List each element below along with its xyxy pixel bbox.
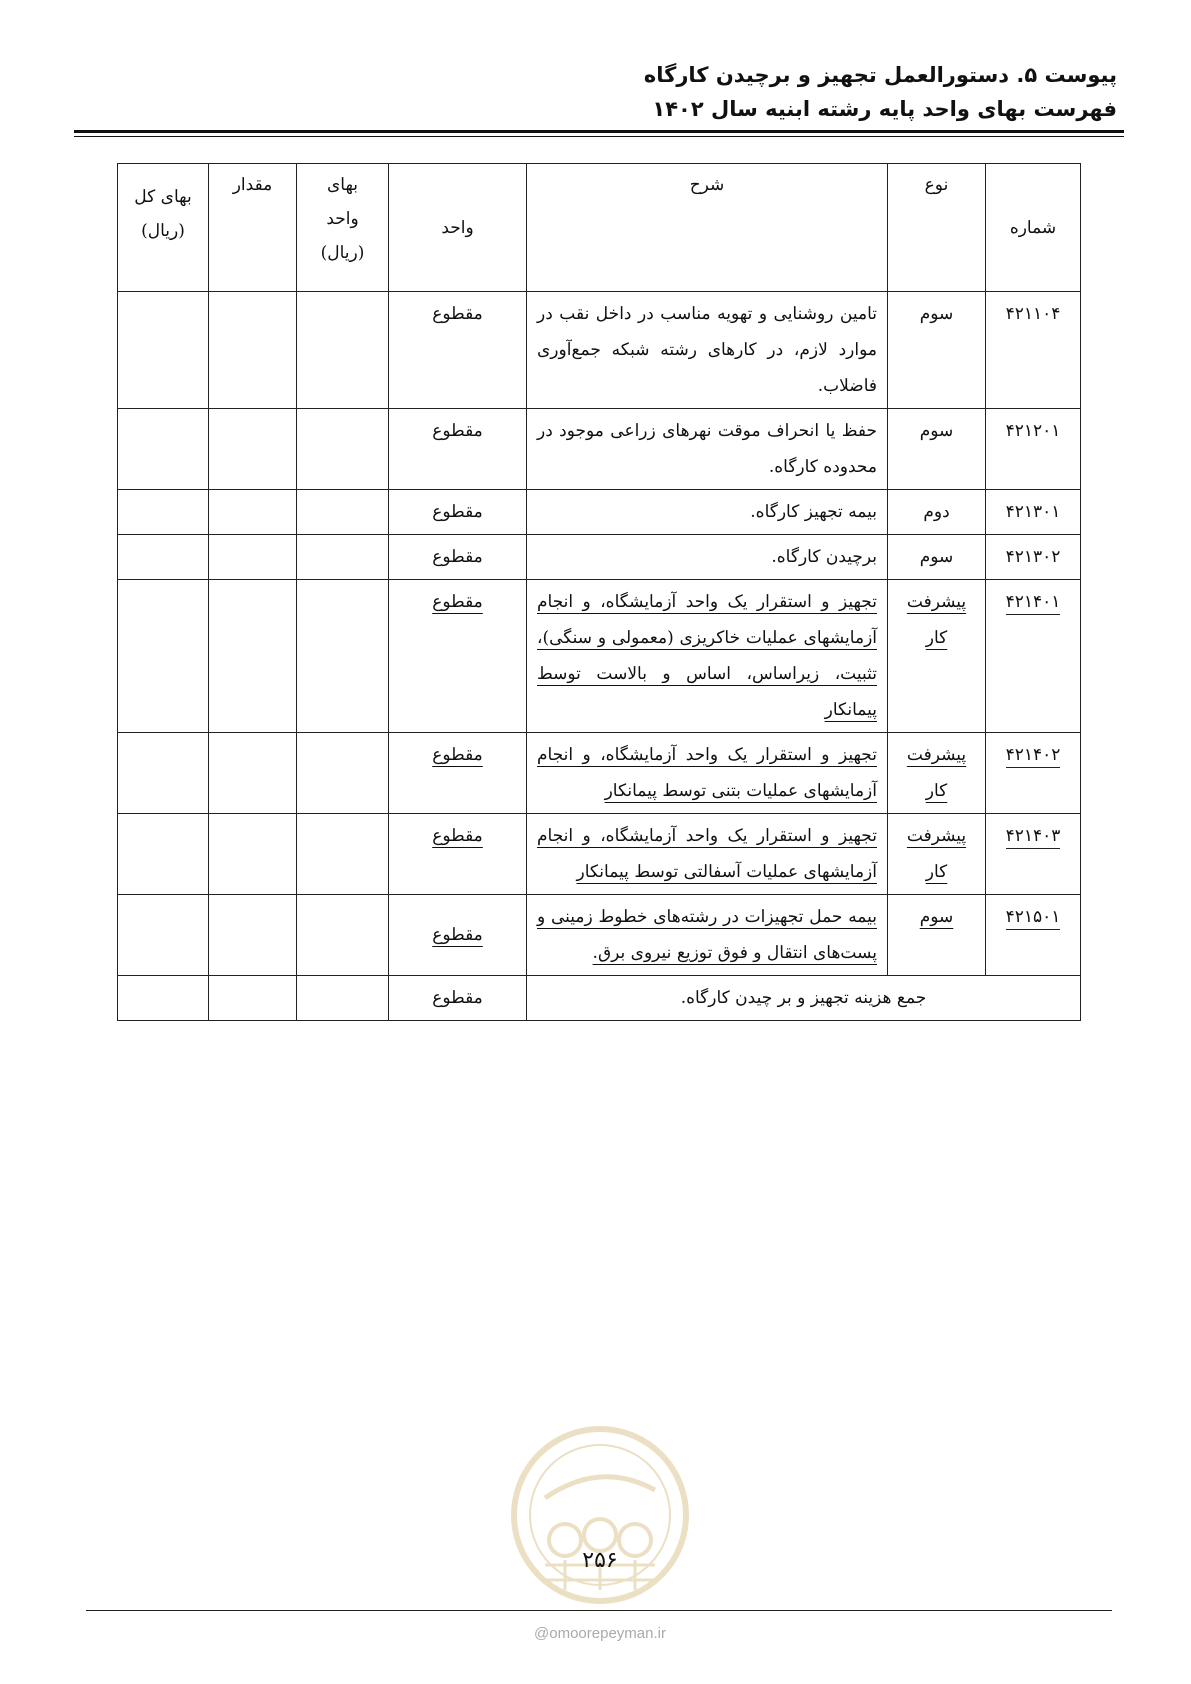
row-unit-price	[297, 292, 389, 409]
row-total	[118, 580, 209, 733]
row-unit: مقطوع	[389, 490, 527, 535]
footer-rule	[86, 1610, 1112, 1611]
row-total	[118, 895, 209, 976]
table-row	[118, 490, 1081, 535]
col-header-number	[986, 164, 1081, 292]
row-number	[986, 895, 1081, 976]
row-quantity	[209, 409, 297, 490]
row-number: ۴۲۱۱۰۴	[986, 292, 1081, 409]
row-unit: مقطوع	[389, 814, 527, 895]
table-row	[118, 733, 1081, 814]
page-header	[67, 58, 1117, 126]
row-description: برچیدن کارگاه.	[527, 535, 888, 580]
row-type: دوم	[888, 490, 986, 535]
header-subtitle: فهرست بهای واحد پایه رشته ابنیه سال ۱۴۰۲	[652, 97, 1117, 121]
table-row	[118, 409, 1081, 490]
row-number-text: ۴۲۱۴۰۲	[1006, 745, 1061, 768]
col-header-description-label: شرح	[689, 175, 725, 195]
row-unit: مقطوع	[389, 895, 527, 976]
row-unit: مقطوع	[389, 535, 527, 580]
row-type: سوم	[888, 535, 986, 580]
row-number-text: ۴۲۱۴۰۳	[1006, 826, 1061, 849]
col-header-number-label: شماره	[1009, 217, 1057, 238]
row-number	[986, 580, 1081, 733]
row-unit-price	[297, 409, 389, 490]
row-unit: مقطوع	[389, 409, 527, 490]
total-row-quantity	[209, 976, 297, 1021]
row-quantity	[209, 292, 297, 409]
row-unit-price	[297, 814, 389, 895]
header-rule-thin	[74, 136, 1124, 137]
row-description: تجهیز و استقرار یک واحد آزمایشگاه، و انجام آزمایشهای عملیات بتنی توسط پیمانکار	[527, 733, 888, 814]
col-header-type-label: نوع	[924, 175, 949, 195]
row-description: حفظ یا انحراف موقت نهرهای زراعی موجود در محدوده کارگاه.	[527, 409, 888, 490]
row-quantity	[209, 895, 297, 976]
row-type: پیشرفت کار	[888, 814, 986, 895]
row-unit-price	[297, 733, 389, 814]
table-row	[118, 292, 1081, 409]
row-quantity	[209, 733, 297, 814]
header-rule-thick	[74, 130, 1124, 133]
row-unit-price	[297, 580, 389, 733]
col-header-unit	[389, 164, 527, 292]
col-header-unit-label: واحد	[441, 217, 474, 238]
row-unit: مقطوع	[389, 733, 527, 814]
col-header-unit-price-line2: واحد	[326, 209, 359, 229]
row-type: سوم	[888, 292, 986, 409]
row-quantity	[209, 580, 297, 733]
row-unit: مقطوع	[389, 292, 527, 409]
row-unit-price	[297, 895, 389, 976]
row-description: تجهیز و استقرار یک واحد آزمایشگاه، و انجام آزمایشهای عملیات آسفالتی توسط پیمانکار	[527, 814, 888, 895]
total-row-total	[118, 976, 209, 1021]
row-total	[118, 490, 209, 535]
row-total	[118, 535, 209, 580]
col-header-type	[888, 164, 986, 292]
col-header-unit-price-line1: بهای	[326, 175, 359, 195]
row-type: پیشرفت کار	[888, 580, 986, 733]
col-header-unit-price-line3: (ریال)	[320, 243, 365, 263]
row-unit-price	[297, 490, 389, 535]
watermark-site: @omoorepeyman.ir	[534, 1625, 666, 1642]
col-header-total-line2: (ریال)	[141, 221, 185, 241]
col-header-total-line1: بهای کل	[134, 187, 192, 207]
col-header-unit-price	[297, 164, 389, 292]
row-number: ۴۲۱۳۰۲	[986, 535, 1081, 580]
row-type: سوم	[888, 409, 986, 490]
row-total	[118, 814, 209, 895]
row-number: ۴۲۱۳۰۱	[986, 490, 1081, 535]
price-list-table	[117, 163, 1081, 1021]
total-row-unit-price	[297, 976, 389, 1021]
col-header-description	[527, 164, 888, 292]
row-description: بیمه حمل تجهیزات در رشته‌های خطوط زمینی و پست‌های انتقال و فوق توزیع نیروی برق.	[527, 895, 888, 976]
table-row	[118, 814, 1081, 895]
row-number	[986, 733, 1081, 814]
row-number: ۴۲۱۲۰۱	[986, 409, 1081, 490]
row-description: بیمه تجهیز کارگاه.	[527, 490, 888, 535]
total-row-label: جمع هزینه تجهیز و بر چیدن کارگاه.	[527, 976, 1081, 1021]
row-number-text: ۴۲۱۵۰۱	[1006, 907, 1061, 930]
row-total	[118, 409, 209, 490]
col-header-quantity	[209, 164, 297, 292]
row-number-text: ۴۲۱۴۰۱	[1006, 592, 1061, 615]
total-row-unit: مقطوع	[389, 976, 527, 1021]
table-row	[118, 895, 1081, 976]
row-type: سوم	[888, 895, 986, 976]
row-description: تامین روشنایی و تهویه مناسب در داخل نقب در موارد لازم، در کارهای رشته شبکه جمع‌آوری فاضلاب.	[527, 292, 888, 409]
table-header-row	[118, 164, 1081, 292]
table-row	[118, 535, 1081, 580]
total-row	[118, 976, 1081, 1021]
row-total	[118, 733, 209, 814]
row-total	[118, 292, 209, 409]
col-header-total	[118, 164, 209, 292]
col-header-quantity-label: مقدار	[232, 175, 273, 195]
row-type: پیشرفت کار	[888, 733, 986, 814]
row-quantity	[209, 490, 297, 535]
watermark-logo	[505, 1420, 695, 1610]
row-unit-price	[297, 535, 389, 580]
page-number: ۲۵۶	[582, 1548, 618, 1573]
row-description: تجهیز و استقرار یک واحد آزمایشگاه، و انجام آزمایشهای عملیات خاکریزی (معمولی و سنگی)، تثبیت، زیراساس، اساس و بالاست توسط پیمانکار	[527, 580, 888, 733]
row-quantity	[209, 814, 297, 895]
row-number	[986, 814, 1081, 895]
header-title: پیوست ۵. دستورالعمل تجهیز و برچیدن کارگاه	[643, 63, 1117, 87]
table-row	[118, 580, 1081, 733]
row-unit: مقطوع	[389, 580, 527, 733]
row-quantity	[209, 535, 297, 580]
